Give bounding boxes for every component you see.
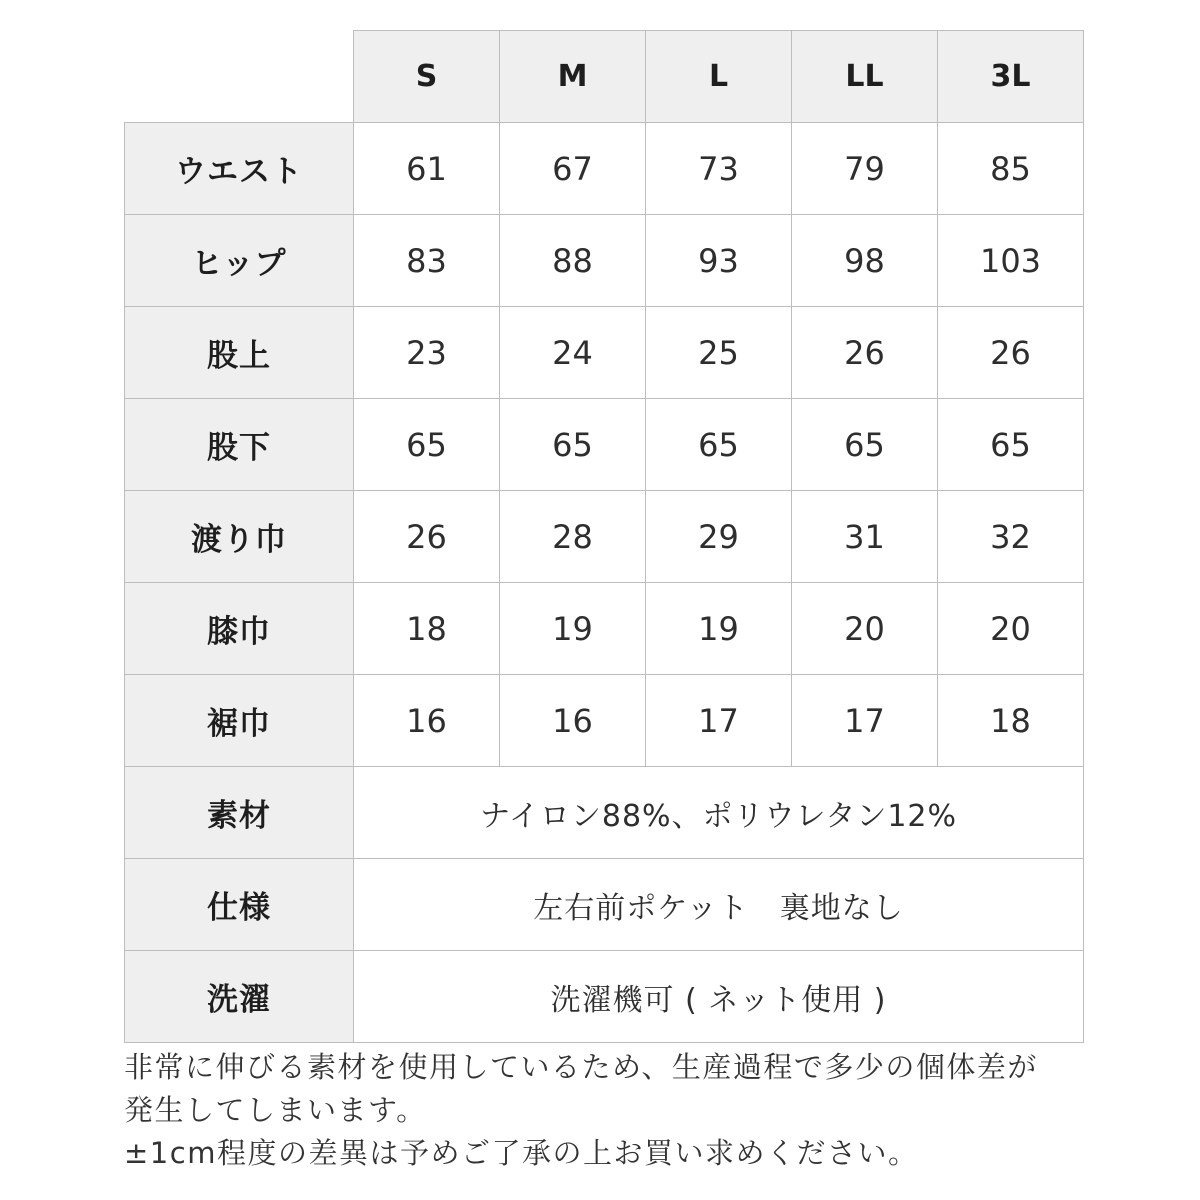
row-label: ウエスト <box>125 123 354 215</box>
value-cell: 103 <box>938 215 1084 307</box>
note-line: 非常に伸びる素材を使用しているため、生産過程で多少の個体差が <box>124 1050 1038 1084</box>
detail-row-washing <box>125 951 1084 1043</box>
value-cell: 18 <box>354 583 500 675</box>
value-cell: 73 <box>646 123 792 215</box>
value-cell: 83 <box>354 215 500 307</box>
value-cell: 20 <box>938 583 1084 675</box>
value-cell: 61 <box>354 123 500 215</box>
value-cell: 16 <box>354 675 500 767</box>
value-cell: 26 <box>792 307 938 399</box>
measurement-row-hip <box>125 215 1084 307</box>
size-header-s: S <box>354 31 500 123</box>
disclaimer-note <box>124 1046 1124 1175</box>
value-cell: 23 <box>354 307 500 399</box>
value-cell: 31 <box>792 491 938 583</box>
washing-value: 洗濯機可 ( ネット使用 ) <box>354 951 1084 1043</box>
value-cell: 19 <box>500 583 646 675</box>
value-cell: 25 <box>646 307 792 399</box>
corner-cell <box>125 31 354 123</box>
measurement-row-hem <box>125 675 1084 767</box>
value-cell: 19 <box>646 583 792 675</box>
value-cell: 65 <box>938 399 1084 491</box>
size-header-3l: 3L <box>938 31 1084 123</box>
row-label: 股上 <box>125 307 354 399</box>
row-label: 洗濯 <box>125 951 354 1043</box>
value-cell: 18 <box>938 675 1084 767</box>
value-cell: 65 <box>646 399 792 491</box>
row-label: 渡り巾 <box>125 491 354 583</box>
size-header-ll: LL <box>792 31 938 123</box>
measurement-row-waist <box>125 123 1084 215</box>
value-cell: 24 <box>500 307 646 399</box>
measurement-row-rise <box>125 307 1084 399</box>
value-cell: 93 <box>646 215 792 307</box>
row-label: 膝巾 <box>125 583 354 675</box>
size-header-m: M <box>500 31 646 123</box>
value-cell: 17 <box>792 675 938 767</box>
measurement-row-thigh <box>125 491 1084 583</box>
value-cell: 29 <box>646 491 792 583</box>
note-line: ±1cm程度の差異は予めご了承の上お買い求めください。 <box>124 1136 919 1170</box>
row-label: 裾巾 <box>125 675 354 767</box>
measurement-row-knee <box>125 583 1084 675</box>
detail-row-spec <box>125 859 1084 951</box>
value-cell: 26 <box>354 491 500 583</box>
row-label: 仕様 <box>125 859 354 951</box>
row-label: 素材 <box>125 767 354 859</box>
value-cell: 88 <box>500 215 646 307</box>
row-label: 股下 <box>125 399 354 491</box>
value-cell: 32 <box>938 491 1084 583</box>
note-line: 発生してしまいます。 <box>124 1093 427 1127</box>
size-chart-table <box>124 30 1084 1043</box>
value-cell: 17 <box>646 675 792 767</box>
spec-value: 左右前ポケット 裏地なし <box>354 859 1084 951</box>
material-value: ナイロン88%、ポリウレタン12% <box>354 767 1084 859</box>
measurement-row-inseam <box>125 399 1084 491</box>
value-cell: 79 <box>792 123 938 215</box>
value-cell: 98 <box>792 215 938 307</box>
value-cell: 85 <box>938 123 1084 215</box>
value-cell: 65 <box>500 399 646 491</box>
value-cell: 26 <box>938 307 1084 399</box>
size-header-row <box>125 31 1084 123</box>
value-cell: 20 <box>792 583 938 675</box>
size-header-l: L <box>646 31 792 123</box>
detail-row-material <box>125 767 1084 859</box>
value-cell: 65 <box>792 399 938 491</box>
value-cell: 16 <box>500 675 646 767</box>
value-cell: 67 <box>500 123 646 215</box>
row-label: ヒップ <box>125 215 354 307</box>
value-cell: 65 <box>354 399 500 491</box>
value-cell: 28 <box>500 491 646 583</box>
